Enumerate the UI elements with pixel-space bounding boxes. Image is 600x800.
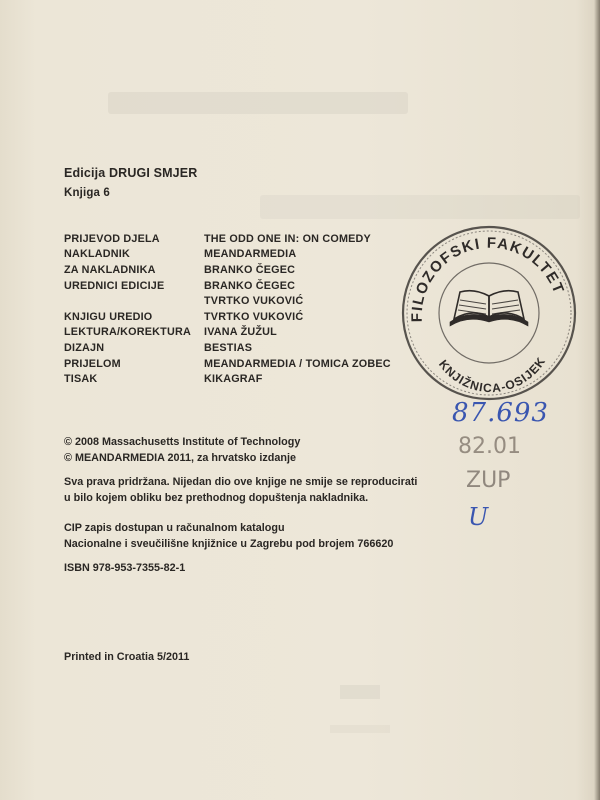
- credit-label: TISAK: [64, 373, 98, 386]
- handwritten-classification: 82.01: [458, 434, 521, 459]
- credit-value: BRANKO ČEGEC: [204, 263, 296, 276]
- credit-value: THE ODD ONE IN: ON COMEDY: [204, 232, 371, 245]
- credit-row: [64, 247, 391, 263]
- book-number: Knjiga 6: [64, 187, 110, 199]
- credit-label: LEKTURA/KOREKTURA: [64, 326, 191, 339]
- credit-label: PRIJELOM: [64, 357, 121, 370]
- credit-label: KNJIGU UREDIO: [64, 310, 153, 323]
- credit-row: [64, 309, 391, 325]
- show-through-bar: [330, 725, 390, 733]
- credit-value: MEANDARMEDIA: [204, 248, 297, 261]
- credit-row: [64, 340, 391, 356]
- credit-value: KIKAGRAF: [204, 373, 263, 386]
- edition-title: Edicija DRUGI SMJER: [64, 166, 198, 180]
- rights-notice: [64, 475, 417, 506]
- stamp-bottom-text: KNJIŽNICA-OSIJEK: [436, 354, 549, 396]
- show-through-bar: [108, 92, 408, 114]
- credit-row: [64, 293, 391, 309]
- rights-line: u bilo kojem obliku bez prethodnog dopuštenja nakladnika.: [64, 491, 369, 504]
- credit-label: UREDNICI EDICIJE: [64, 279, 165, 292]
- handwritten-code: ZUP: [466, 468, 511, 493]
- credit-label: PRIJEVOD DJELA: [64, 232, 160, 245]
- credit-value: TVRTKO VUKOVIĆ: [204, 295, 304, 308]
- credit-row: [64, 278, 391, 294]
- open-book-icon: [450, 291, 528, 326]
- show-through-bar: [260, 195, 580, 219]
- credit-value: TVRTKO VUKOVIĆ: [204, 310, 304, 323]
- cip-line: CIP zapis dostupan u računalnom katalogu: [64, 522, 285, 534]
- page-edge-shadow: [594, 0, 600, 800]
- show-through-bar: [340, 685, 380, 699]
- credit-value: IVANA ŽUŽUL: [204, 326, 277, 339]
- copyright-line: © MEANDARMEDIA 2011, za hrvatsko izdanje: [64, 451, 296, 464]
- isbn: ISBN 978-953-7355-82-1: [64, 562, 186, 574]
- printed-notice: Printed in Croatia 5/2011: [64, 651, 190, 663]
- credit-label: NAKLADNIK: [64, 248, 130, 261]
- credits-table: [64, 231, 391, 387]
- credit-row: [64, 371, 391, 387]
- rights-line: Sva prava pridržana. Nijedan dio ove knjige ne smije se reproducirati: [64, 476, 418, 488]
- credit-row: [64, 325, 391, 341]
- cip-notice: [64, 521, 393, 552]
- credit-row: [64, 231, 391, 247]
- handwritten-inventory-number: 87.693: [452, 398, 549, 428]
- credit-value: MEANDARMEDIA / TOMICA ZOBEC: [204, 357, 391, 370]
- credit-value: BESTIAS: [204, 341, 253, 354]
- cip-line: Nacionalne i sveučilišne knjižnice u Zagrebu pod brojem 766620: [64, 537, 394, 550]
- copyright-line: © 2008 Massachusetts Institute of Technology: [64, 436, 301, 448]
- credit-value: BRANKO ČEGEC: [204, 279, 296, 292]
- handwritten-mark: U: [468, 503, 489, 531]
- credit-row: [64, 356, 391, 372]
- library-stamp: [398, 222, 580, 404]
- stamp-top-text: FILOZOFSKI FAKULTET: [408, 234, 568, 323]
- copyright-block: [64, 435, 300, 466]
- credit-row: [64, 262, 391, 278]
- credit-label: ZA NAKLADNIKA: [64, 263, 156, 276]
- credit-label: DIZAJN: [64, 341, 105, 354]
